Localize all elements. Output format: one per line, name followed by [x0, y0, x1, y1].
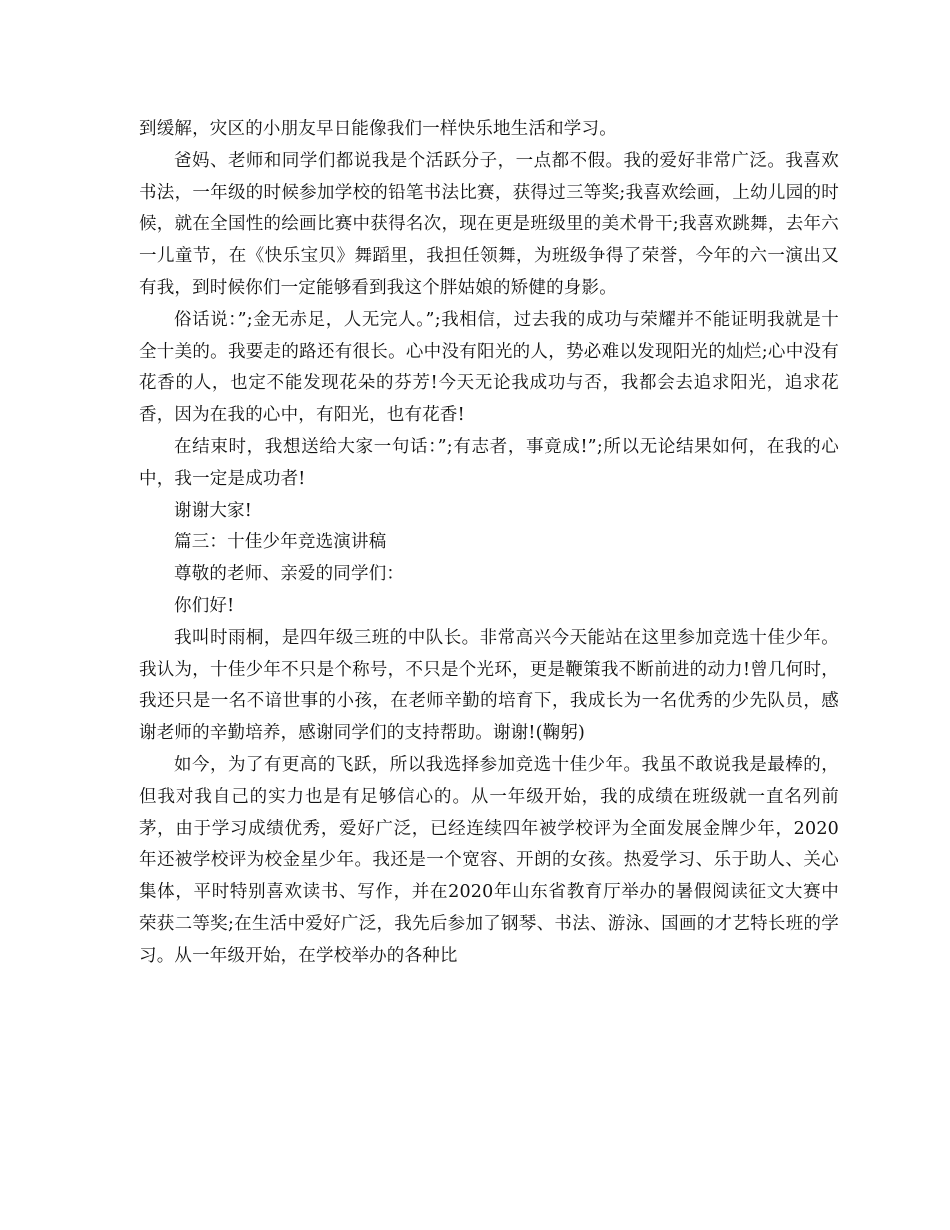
- paragraph-proverb: 俗话说：”;金无赤足，人无完人。”;我相信，过去我的成功与荣耀并不能证明我就是十全十美的。我要走的路还有很长。心中没有阳光的人，势必难以发现阳光的灿烂;心中没有花香的人，也定不能发现花朵的芬芳!今天无论我成功与否，我都会去追求阳光，追求花香，因为在我的心中，有阳光，也有花香!: [139, 309, 839, 426]
- paragraph-greeting: 你们好!: [174, 595, 235, 616]
- document-body: [139, 114, 839, 973]
- paragraph-hobbies: 爸妈、老师和同学们都说我是个活跃分子，一点都不假。我的爱好非常广泛。我喜欢书法，一年级的时候参加学校的铅笔书法比赛，获得过三等奖;我喜欢绘画，上幼儿园的时候，就在全国性的绘画比赛中获得名次，现在更是班级里的美术骨干;我喜欢跳舞，去年六一儿童节，在《快乐宝贝》舞蹈里，我担任领舞，为班级争得了荣誉，今年的六一演出又有我，到时候你们一定能够看到我这个胖姑娘的矫健的身影。: [139, 150, 839, 298]
- paragraph-closing: 在结束时，我想送给大家一句话：”;有志者，事竟成!”;所以无论结果如何，在我的心中，我一定是成功者!: [139, 436, 839, 489]
- paragraph-achievements: 如今，为了有更高的飞跃，所以我选择参加竞选十佳少年。我虽不敢说我是最棒的，但我对我自己的实力也是有足够信心的。从一年级开始，我的成绩在班级就一直名列前茅，由于学习成绩优秀，爱好广泛，已经连续四年被学校评为全面发展金牌少年，2020年还被学校评为校金星少年。我还是一个宽容、开朗的女孩。热爱学习、乐于助人、关心集体，平时特别喜欢读书、写作，并在2020年山东省教育厅举办的暑假阅读征文大赛中荣获二等奖;在生活中爱好广泛，我先后参加了钢琴、书法、游泳、国画的才艺特长班的学习。从一年级开始，在学校举办的各种比: [139, 754, 839, 966]
- section-heading: 篇三：十佳少年竞选演讲稿: [174, 532, 387, 553]
- paragraph-introduction: 我叫时雨桐，是四年级三班的中队长。非常高兴今天能站在这里参加竞选十佳少年。我认为，十佳少年不只是个称号，不只是个光环，更是鞭策我不断前进的动力!曾几何时，我还只是一名不谙世事的小孩，在老师辛勤的培育下，我成长为一名优秀的少先队员，感谢老师的辛勤培养，感谢同学们的支持帮助。谢谢!(鞠躬): [139, 627, 839, 744]
- paragraph-thanks: 谢谢大家!: [174, 500, 253, 521]
- paragraph-salutation: 尊敬的老师、亲爱的同学们：: [174, 564, 405, 585]
- paragraph-continuation: 到缓解，灾区的小朋友早日能像我们一样快乐地生活和学习。: [139, 119, 617, 139]
